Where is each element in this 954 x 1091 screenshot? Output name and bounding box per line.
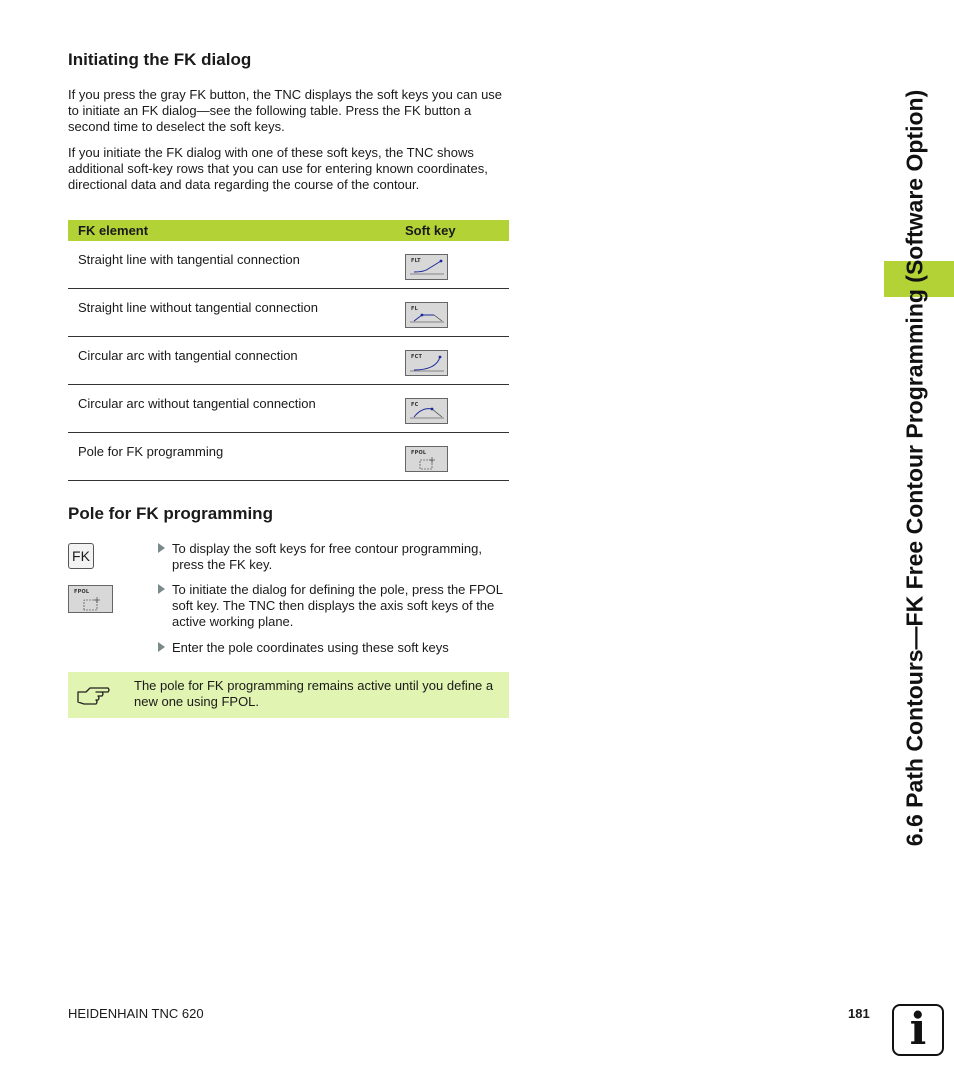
intro-paragraph-1: If you press the gray FK button, the TNC displays the soft keys you can use to initiate an FK dialog—see the following table. Press the FK button a second time to deselect the soft keys. (68, 87, 503, 134)
pointing-hand-icon (76, 683, 110, 707)
section-heading-pole: Pole for FK programming (68, 504, 273, 523)
softkey-label: FPOL (411, 450, 427, 456)
softkey-label: FCT (411, 354, 423, 360)
section-heading-initiating: Initiating the FK dialog (68, 50, 252, 69)
softkey-label: FL (411, 306, 419, 312)
info-icon[interactable]: i (892, 1004, 944, 1056)
table-header (68, 220, 509, 241)
step-arrow-icon (158, 642, 165, 652)
note-text: The pole for FK programming remains active until you define a new one using FPOL. (134, 678, 494, 709)
fl-softkey[interactable] (405, 302, 448, 328)
step-1 (158, 541, 513, 573)
step-2-text: To initiate the dialog for defining the pole, press the FPOL soft key. The TNC then displays the axis soft keys of the active working plane. (172, 582, 503, 629)
header-fk-element: FK element (78, 223, 149, 238)
chapter-title-text: 6.6 Path Contours—FK Free Contour Programming (Software Option) (901, 89, 928, 847)
softkey-label: FC (411, 402, 419, 408)
step-3 (158, 640, 513, 656)
step-3-text: Enter the pole coordinates using these soft keys (172, 640, 449, 655)
intro-paragraph-2: If you initiate the FK dialog with one of these soft keys, the TNC shows additional soft-key rows that you can use for entering known coordinates, directional data and data regarding the course of the contour. (68, 145, 488, 192)
flt-softkey[interactable] (405, 254, 448, 280)
table-row (68, 337, 509, 385)
table-row (68, 385, 509, 433)
footer-manual-name: HEIDENHAIN TNC 620 (68, 1006, 204, 1021)
row-element: Pole for FK programming (78, 444, 224, 459)
softkey-label: FLT (411, 258, 421, 264)
fct-softkey[interactable] (405, 350, 448, 376)
row-element: Straight line with tangential connection (78, 252, 300, 267)
step-1-text: To display the soft keys for free contour programming, press the FK key. (172, 541, 482, 572)
fpol-softkey[interactable] (405, 446, 448, 472)
page-number: 181 (848, 1006, 870, 1021)
row-element: Circular arc with tangential connection (78, 348, 298, 363)
fpol-step-softkey[interactable] (68, 585, 113, 613)
table-row (68, 433, 509, 481)
fk-element-table (68, 220, 509, 481)
step-arrow-icon (158, 543, 165, 553)
note-box (68, 672, 509, 718)
row-element: Straight line without tangential connection (78, 300, 318, 315)
step-arrow-icon (158, 584, 165, 594)
row-element: Circular arc without tangential connection (78, 396, 316, 411)
table-row (68, 289, 509, 337)
fk-key-button[interactable]: FK (68, 543, 94, 569)
table-row (68, 241, 509, 289)
softkey-label: FPOL (74, 589, 90, 595)
fc-softkey[interactable] (405, 398, 448, 424)
header-soft-key: Soft key (405, 223, 456, 238)
step-2 (158, 582, 513, 630)
